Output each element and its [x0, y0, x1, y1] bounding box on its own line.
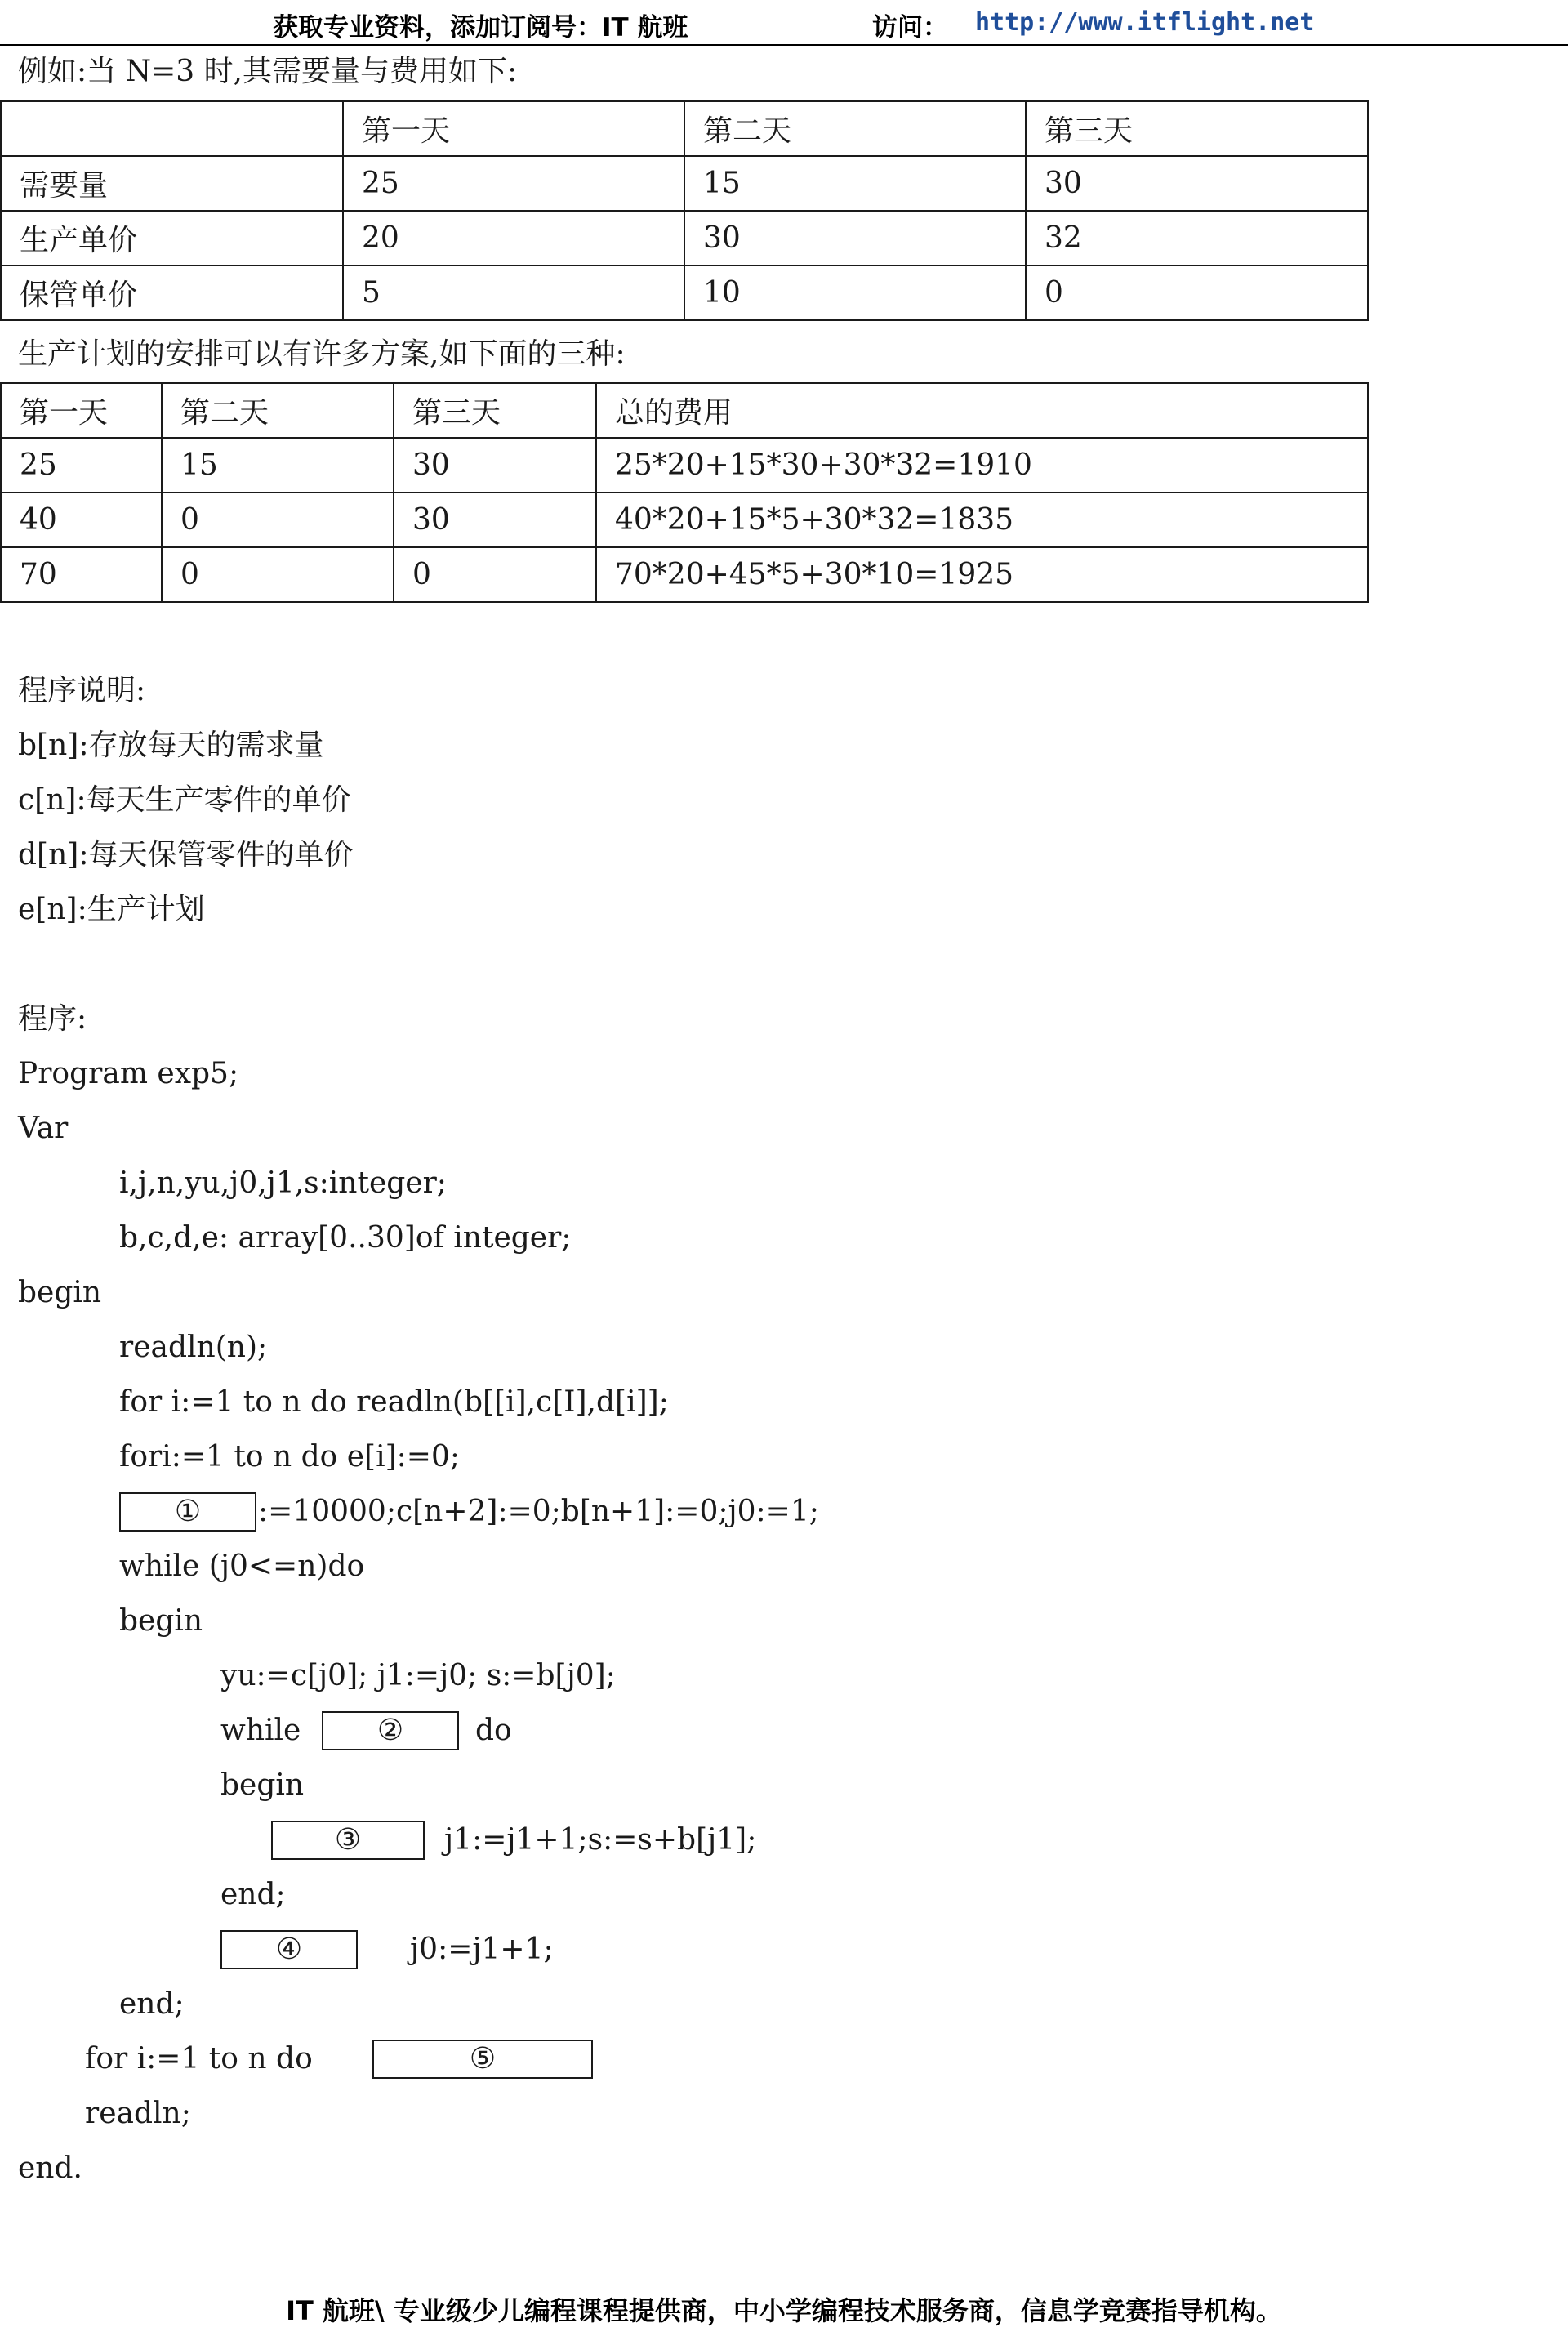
table-cell: 0 — [1026, 265, 1368, 320]
table-cell: 30 — [394, 438, 596, 493]
table-cell: 25 — [343, 156, 684, 211]
table-cell: 40*20+15*5+30*32=1835 — [596, 493, 1368, 547]
demand-cost-table — [0, 100, 1369, 321]
header-url-link[interactable]: http://www.itflight.net — [975, 8, 1315, 37]
page-footer: IT 航班\ 专业级少儿编程课程提供商，中小学编程技术服务商，信息学竞赛指导机构。 — [286, 2295, 1282, 2326]
table-header-cell: 第三天 — [394, 383, 596, 438]
table-row — [1, 265, 1368, 320]
code-line: Var — [18, 1112, 69, 1145]
table-cell: 30 — [1026, 156, 1368, 211]
table-header-cell: 第二天 — [684, 101, 1026, 156]
intro-text: 例如:当 N=3 时,其需要量与费用如下: — [18, 55, 518, 88]
table-cell: 0 — [162, 547, 394, 602]
explain-line: e[n]:生产计划 — [18, 893, 205, 926]
table-cell: 30 — [394, 493, 596, 547]
program-title: 程序: — [18, 1002, 87, 1036]
code-line: :=10000;c[n+2]:=0;b[n+1]:=0;j0:=1; — [258, 1495, 819, 1528]
code-line: begin — [220, 1768, 305, 1802]
table-cell: 32 — [1026, 211, 1368, 265]
table-cell: 保管单价 — [1, 265, 343, 320]
code-line: while (j0<=n)do — [119, 1549, 365, 1583]
table-cell: 15 — [684, 156, 1026, 211]
table-header-row — [1, 101, 1368, 156]
table-cell: 70 — [1, 547, 162, 602]
code-line: fori:=1 to n do e[i]:=0; — [119, 1440, 460, 1474]
page-header — [0, 0, 1568, 46]
table-cell: 25 — [1, 438, 162, 493]
header-subscribe-text: 获取专业资料，添加订阅号：IT 航班 — [273, 13, 688, 42]
table-cell: 30 — [684, 211, 1026, 265]
code-line: Program exp5; — [18, 1057, 239, 1090]
code-line: j1:=j1+1;s:=s+b[j1]; — [444, 1823, 757, 1857]
blank-box-5: ⑤ — [372, 2040, 593, 2079]
table-cell: 20 — [343, 211, 684, 265]
blank-box-3: ③ — [271, 1821, 425, 1860]
explain-line: c[n]:每天生产零件的单价 — [18, 783, 351, 817]
code-line: for i:=1 to n do readln(b[[i],c[I],d[i]]; — [119, 1385, 669, 1419]
code-line: end; — [119, 1987, 185, 2021]
table-header-cell: 第一天 — [1, 383, 162, 438]
table-cell: 70*20+45*5+30*10=1925 — [596, 547, 1368, 602]
table-row — [1, 438, 1368, 493]
table-header-row — [1, 383, 1368, 438]
table-header-cell: 第一天 — [343, 101, 684, 156]
table-cell: 0 — [394, 547, 596, 602]
header-visit-label: 访问： — [872, 13, 948, 42]
plans-intro-text: 生产计划的安排可以有许多方案,如下面的三种: — [18, 337, 626, 371]
table-row — [1, 156, 1368, 211]
table-row — [1, 547, 1368, 602]
explain-title: 程序说明: — [18, 674, 146, 707]
code-line: j0:=j1+1; — [410, 1933, 554, 1966]
table-header-cell — [1, 101, 343, 156]
table-cell: 10 — [684, 265, 1026, 320]
blank-box-2: ② — [322, 1711, 459, 1750]
table-row — [1, 493, 1368, 547]
blank-box-1: ① — [119, 1492, 256, 1532]
explain-line: b[n]:存放每天的需求量 — [18, 729, 324, 762]
code-line: end. — [18, 2151, 82, 2185]
table-cell: 0 — [162, 493, 394, 547]
code-line: begin — [119, 1604, 203, 1638]
table-cell: 25*20+15*30+30*32=1910 — [596, 438, 1368, 493]
production-plan-table — [0, 382, 1369, 603]
table-cell: 40 — [1, 493, 162, 547]
blank-box-4: ④ — [220, 1930, 358, 1969]
code-line: readln(n); — [119, 1331, 268, 1364]
code-line: readln; — [85, 2097, 191, 2130]
table-header-cell: 第二天 — [162, 383, 394, 438]
code-line: b,c,d,e: array[0..30]of integer; — [119, 1221, 572, 1255]
code-line: yu:=c[j0]; j1:=j0; s:=b[j0]; — [220, 1659, 616, 1692]
table-row — [1, 211, 1368, 265]
code-line: end; — [220, 1878, 286, 1911]
table-cell: 生产单价 — [1, 211, 343, 265]
table-cell: 需要量 — [1, 156, 343, 211]
table-cell: 15 — [162, 438, 394, 493]
table-header-cell: 总的费用 — [596, 383, 1368, 438]
code-line: while — [220, 1714, 301, 1747]
table-header-cell: 第三天 — [1026, 101, 1368, 156]
code-line: for i:=1 to n do — [85, 2042, 313, 2076]
explain-line: d[n]:每天保管零件的单价 — [18, 838, 354, 872]
code-line: i,j,n,yu,j0,j1,s:integer; — [119, 1166, 447, 1200]
code-line: begin — [18, 1276, 102, 1309]
code-line: do — [475, 1714, 512, 1747]
table-cell: 5 — [343, 265, 684, 320]
